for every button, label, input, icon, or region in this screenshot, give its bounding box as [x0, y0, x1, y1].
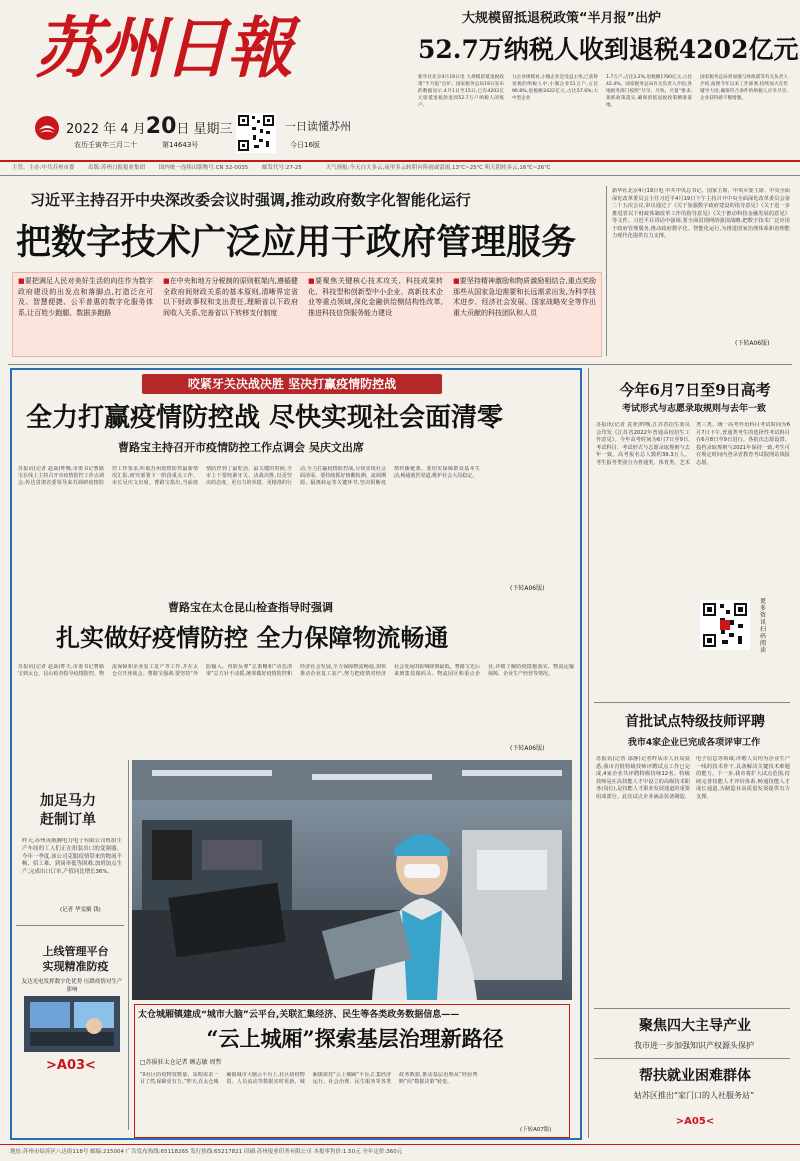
footer-info: 地址:苏州市姑苏区八达街118号 邮编:215004 广告发布热线:65118265 发行热线:65217821 印刷:苏州报业印务有限公司 本报零售价:1.50元 全年定价:360元 — [10, 1149, 403, 1155]
factory-photo — [132, 760, 572, 1000]
sub-headline-kicker: 曹路宝在太仓昆山检查指导时强调 — [168, 601, 333, 614]
page-count: 今日16版 — [290, 141, 320, 149]
issue-date-day: 20 — [145, 114, 177, 139]
info-publisher: 出版:苏州日报报业集团 — [88, 165, 145, 171]
epidemic-continue[interactable]: (下转A06版) — [510, 585, 545, 592]
epidemic-banner: 咬紧牙关决战决胜 坚决打赢疫情防控战 — [142, 374, 442, 394]
photo-left-title: 加足马力 赶制订单 — [40, 793, 96, 828]
lead-point-1: ■要把满足人民对美好生活的向往作为数字政府建设的出发点和落脚点,打造泛在可及、智慧便捷、公平普惠的数字化服务体系,让百姓少跑腿、数据多跑路 — [18, 277, 153, 317]
cloud-continue[interactable]: (下转A07版) — [520, 1127, 552, 1133]
photo-left-credit: (记者 华雯摄 钱) — [60, 907, 101, 913]
cloud-body: “X社区防疫物资数量、采购需求一目了然,保障更有力。”昨天,在太仓城厢镇城市大脑云平台上,社区防疫物资、人员流动等数据实时更新。城厢镇依托“云上城厢”平台,汇集经济运行、社会治理、民生服务等各类政务数据,推动基层治理从“经验判断”向“数据决策”转变。 — [140, 1072, 478, 1086]
photo-left-caption: 昨天,苏州英威腾电力电子有限公司机组生产车间的工人们正在组装出口的变频器。今年一季度,该公司克服疫情带来的物流不畅、招工难、到岗率低等困难,加班加点生产,完成出口订单,产值同比增长36%。 — [22, 838, 122, 876]
epidemic-body: 苏报讯(记者 赵焱)昨晚,市委书记曹路宝在线上主持召开市疫情防控工作点调会,传达贯彻省委领导来苏调研疫情防控工作要求,听取苏州疫情防控最新情况汇报,研究部署下一阶段重点工作。市长吴庆文出席。曹路宝指出,当前疫情防控到了最吃劲、最关键的时候,全市上下要咬紧牙关、决战决胜,以更坚决的态度、更有力的举措、更精准的行动,全力打赢疫情防控战,尽快实现社会面清零。要持续抓好核酸检测、流调溯源、隔离转运等关键环节,坚决阻断疫情传播链条。要切实保障群众基本生活,畅通就医渠道,维护社会大局稳定。 — [18, 466, 480, 487]
exam-qr-code-icon[interactable] — [700, 600, 750, 650]
sub-continue[interactable]: (下转A06版) — [510, 745, 545, 752]
lead-headline: 把数字技术广泛应用于政府管理服务 — [16, 222, 577, 263]
cloud-kicker: 太仓城厢镇建成“城市大脑”云平台,关联汇集经济、民生等各类政务数据信息—— — [138, 1010, 460, 1020]
top-story-kicker: 大规模留抵退税政策“半月报”出炉 — [462, 11, 662, 26]
teaser-2-title[interactable]: 帮扶就业困难群体 — [639, 1068, 751, 1084]
technician-subhead: 我市4家企业已完成各项评审工作 — [627, 738, 761, 748]
exam-subhead: 考试形式与志愿录取规则与去年一致 — [621, 404, 766, 414]
issue-date-prefix: 2022 年 4 月 — [66, 122, 146, 137]
lead-point-2: ■在中央和地方分税制的原则框架内,遵循健全政府间财政关系的基本原则,清晰界定省以下财政事权和支出责任,理顺省以下政府间收入关系,完善省以下转移支付制度 — [163, 277, 298, 317]
left-teaser-desc: 友达光电发挥数字化优势 压降疫情对生产影响 — [21, 979, 123, 993]
info-bar-rule — [0, 175, 800, 176]
info-post: 邮发代号:27-25 — [262, 165, 302, 171]
technician-headline: 首批试点特级技师评聘 — [625, 714, 765, 730]
epidemic-subhead: 曹路宝主持召开市疫情防控工作点调会 吴庆文出席 — [118, 441, 364, 454]
exam-headline: 今年6月7日至9日高考 — [619, 381, 771, 399]
top-story-col-3: 1.7万户,占比3.2%,退税额1780亿元,占比42.4%。国家税务总局有关负责人介绍,各地税务部门按照“尽早、尽快、尽量”要求,狠抓政策落实,确保留抵退税政策精准落地。 — [606, 75, 692, 108]
top-story-col-4: 国家税务总局将加强与财政部等有关负责人介绍,按照今年以来工作部署,持续加大宣传辅导力度,确保符合条件的纳税人应享尽享,企业获得感不断增强。 — [700, 75, 788, 101]
sub-headline: 扎实做好疫情防控 全力保障物流畅通 — [56, 623, 449, 652]
right-rule-1 — [594, 702, 790, 703]
right-rule-3 — [594, 1058, 790, 1059]
lead-column-divider — [606, 186, 607, 356]
cloud-headline: “云上城厢”探索基层治理新路径 — [206, 1026, 504, 1051]
top-story-col-2: 分企业规模看,小微企业是受益主体,已获得退税的纳税人中,小微企业51万户,占比96.8%,退税额2422亿元,占比57.6%;大中型企业 — [512, 75, 598, 101]
info-cn: 国内统一连续出版物号:CN 32-0035 — [158, 165, 249, 171]
info-host: 主管、主办:中共苏州市委 — [12, 165, 75, 171]
lead-kicker: 习近平主持召开中央深改委会议时强调,推动政府数字化智能化运行 — [30, 191, 471, 209]
cloud-byline: □苏报驻太仓记者 顾志敏 周哲 — [140, 1059, 222, 1066]
exam-qr-label: 更多资讯 扫码阅读 — [760, 598, 767, 654]
teaser-2-ref[interactable]: >A05< — [675, 1116, 715, 1127]
left-teaser-rule — [16, 925, 124, 926]
footer-rule — [0, 1144, 800, 1145]
weather-forecast: 天气预报:今天白天多云,夜里多云转阴有阵雨或雷雨,13℃~25℃ 明天阴转多云,16℃~26℃ — [325, 165, 551, 171]
lead-point-4: ■要坚持精神激励和物质激励相结合,重点奖励那些从国家急迫需要和长远需求出发,为科学技术进步、经济社会发展、国家战略安全等作出重大贡献的科技团队和人员 — [453, 277, 596, 317]
right-rule-2 — [594, 1008, 790, 1009]
sub-body: 苏报讯(记者 赵焱)昨天,市委书记曹路宝到太仓、昆山检查指导疫情防控、物流保障和企业复工复产等工作,并在太仓召开座谈会。曹路宝强调,要坚持“外防输入、内防反弹”总策略和“动态清零”总方针不动摇,统筹做好疫情防控和经济社会发展,全力保障物流畅通,加快推动企业复工复产,努力把疫情对经济社会发展的影响降到最低。曹路宝先后来到集装箱码头、物流园区和重点企业,详细了解防疫措施落实、物流运输保障、企业生产经营等情况。 — [18, 664, 574, 678]
newspaper-logo-icon — [34, 115, 60, 141]
publication-info-bar — [0, 162, 800, 175]
teaser-1-title[interactable]: 聚焦四大主导产业 — [639, 1018, 751, 1034]
lead-sidebar-continue[interactable]: (下转A06版) — [735, 340, 770, 347]
newspaper-title: 苏州日報 — [35, 9, 291, 87]
exam-body: 苏报讯(记者 袁亚)昨晚,江苏省招生委员会印发《江苏省2022年普通高校招生工作意见》。今年高考时间为6月7日至9日,考试科目、考试形式与志愿录取规则与去年一致。高考报名总人数约39.3万人。考生报考类别分为普通类、体育类、艺术类三类。统一高考外语科目考试时间为6月7日下午,普通类考生的选择性考试科目在6月8日至9日进行。各批次志愿设置、投档录取规则与2021年保持一致,考生可在规定时间内登录省教育考试院网站填报志愿。 — [596, 422, 790, 466]
right-column-divider — [588, 368, 589, 1138]
left-column-divider — [128, 760, 129, 1130]
issue-date-suffix: 日 星期三 — [176, 122, 233, 137]
qr-code-icon[interactable] — [236, 113, 276, 153]
lead-sidebar-text: 新华社北京4月19日电 中共中央总书记、国家主席、中央军委主席、中央全面深化改革委员会主任习近平4月19日下午主持召开中央全面深化改革委员会第二十五次会议,审议通过了《关于加强数字政府建设的指导意见》《关于进一步推进省以下财政体制改革工作的指导意见》《关于推动科技金融发展的意见》等文件。习近平在讲话中强调,要全面贯彻网络强国战略,把数字技术广泛应用于政府管理服务,推动政府数字化、智能化运行,为推进国家治理体系和治理能力现代化提供有力支撑。 — [612, 188, 790, 239]
lunar-date: 农历壬寅年三月二十 — [74, 141, 137, 149]
slogan: 一日读懂苏州 — [285, 120, 351, 133]
teaser-1-desc: 我市进一步加强知识产权源头保护 — [634, 1041, 754, 1050]
issue-number: 第14643号 — [162, 141, 199, 149]
lead-point-3: ■要聚焦关键核心技术攻关、科技成果转化、科技型和创新型中小企业、高新技术企业等重点领域,深化金融供给侧结构性改革,推进科技信贷服务能力建设 — [308, 277, 443, 317]
epidemic-headline: 全力打赢疫情防控战 尽快实现社会面清零 — [26, 403, 504, 433]
left-teaser-ref[interactable]: >A03< — [46, 1058, 96, 1073]
top-story-headline: 52.7万纳税人收到退税4202亿元 — [418, 35, 799, 64]
section-rule — [8, 364, 792, 365]
top-story-col-1: 新华社北京4月19日电 大规模留抵退税政策“半月报”出炉。国家税务总局19日发布的数据显示,4月1日至15日,已有4202亿元留抵退税款退到52.7万户纳税人的账户。 — [418, 75, 504, 108]
left-teaser-title: 上线管理平台 实现精准防疫 — [42, 945, 109, 973]
teaser-2-desc: 姑苏区推出“家门口的人社服务站” — [633, 1091, 755, 1100]
left-teaser-thumbnail — [24, 996, 120, 1052]
technician-body: 苏报讯(记者 邵静)记者昨从市人社局获悉,我市首批特级技师评聘试点工作已完成,4家企业共评聘特级技师12名。特级技师是在高技能人才中设立的高级技术职务(岗位),是技能人才职业发展通道的重要组成部分。此次试点企业涵盖装备制造、电子信息等领域,评聘人员均为企业生产一线的技术骨干,具备解决关键技术难题的能力。下一步,我市将扩大试点范围,持续完善技能人才评价体系,畅通技能人才成长通道,为制造业高质量发展提供有力支撑。 — [596, 756, 790, 800]
